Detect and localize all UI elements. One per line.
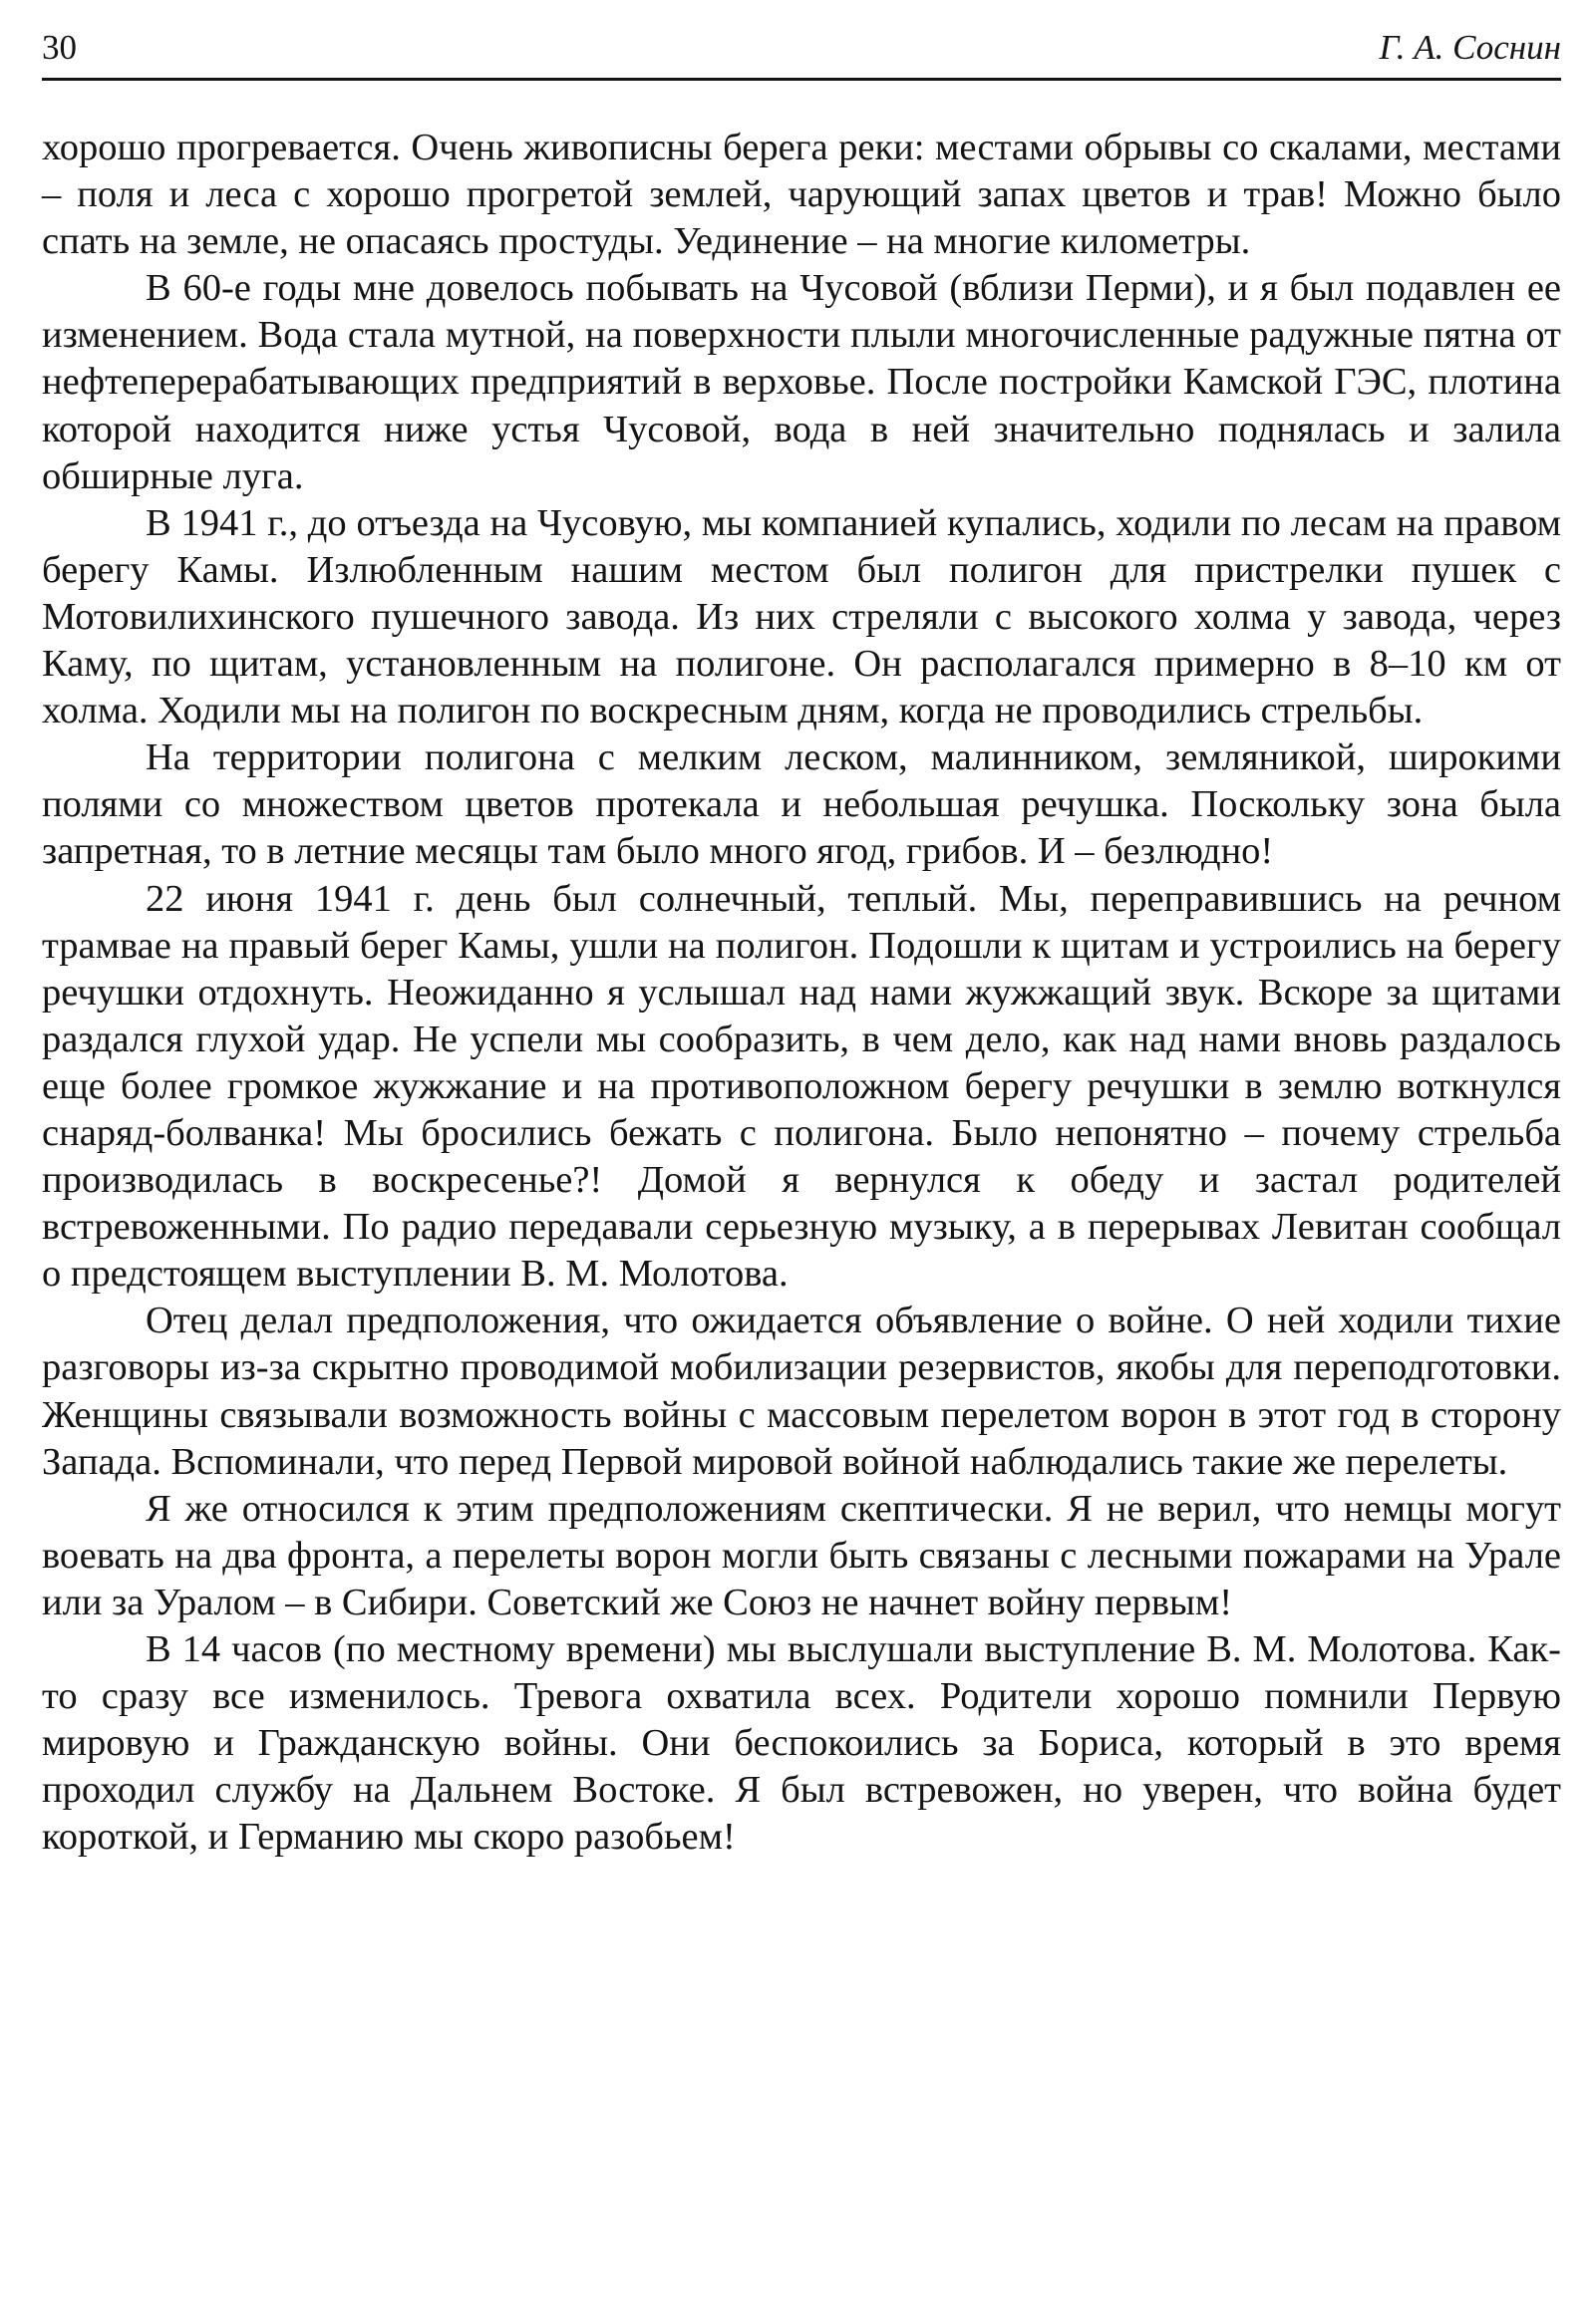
paragraph: Я же относился к этим предположениям скептически. Я не верил, что немцы могут воевать на два фронта, а перелеты ворон могли быть связаны с лесными пожарами на Урале или за Уралом – в Сибири. Советский же Союз не начнет войну первым!	[42, 1487, 1561, 1623]
paragraph: На территории полигона с мелким леском, малинником, земляникой, широкими полями со множеством цветов протекала и небольшая речушка. Поскольку зона была запретная, то в летние месяцы там было много ягод, грибов. И – безлюдно!	[42, 736, 1561, 873]
paragraph-continued: хорошо прогревается. Очень живописны берега реки: местами обрывы со скалами, местами – поля и леса с хорошо прогретой землей, чарующий запах цветов и трав! Можно было спать на земле, не опасаясь простуды. Уединение – на многие километры.	[42, 127, 1561, 263]
page-number: 30	[42, 28, 77, 67]
page-header	[42, 18, 1561, 82]
paragraph: Отец делал предположения, что ожидается объявление о войне. О ней ходили тихие разговоры из-за скрытно проводимой мобилизации резервистов, якобы для переподготовки. Женщины связывали возможность войны с массовым перелетом ворон в этот год в сторону Запада. Вспоминали, что перед Первой мировой войной наблюдались такие же перелеты.	[42, 1300, 1561, 1483]
running-head-author: Г. А. Соснин	[1379, 28, 1561, 67]
paragraph: В 60-е годы мне довелось побывать на Чусовой (вблизи Перми), и я был подавлен ее изменением. Вода стала мутной, на поверхности плыли многочисленные радужные пятна от нефтеперерабатывающих предприятий в верховье. После постройки Камской ГЭС, плотина которой находится ниже устья Чусовой, вода в ней значительно поднялась и залила обширные луга.	[42, 267, 1561, 497]
header-rule	[42, 78, 1561, 81]
body-text	[42, 125, 1561, 1861]
paragraph: В 14 часов (по местному времени) мы выслушали выступление В. М. Молотова. Как-то сразу все изменилось. Тревога охватила всех. Родители хорошо помнили Первую мировую и Гражданскую войны. Они беспокоились за Бориса, который в это время проходил службу на Дальнем Востоке. Я был встревожен, но уверен, что война будет короткой, и Германию мы скоро разобьем!	[42, 1628, 1561, 1859]
paragraph: 22 июня 1941 г. день был солнечный, теплый. Мы, переправившись на речном трамвае на правый берег Камы, ушли на полигон. Подошли к щитам и устроились на берегу речушки отдохнуть. Неожиданно я услышал над нами жужжащий звук. Вскоре за щитами раздался глухой удар. Не успели мы сообразить, в чем дело, как над нами вновь раздалось еще более громкое жужжание и на противоположном берегу речушки в землю воткнулся снаряд-болванка! Мы бросились бежать с полигона. Было непонятно – почему стрельба производилась в воскресенье?! Домой я вернулся к обеду и застал родителей встревоженными. По радио передавали серьезную музыку, а в перерывах Левитан сообщал о предстоящем выступлении В. М. Молотова.	[42, 877, 1561, 1296]
paragraph: В 1941 г., до отъезда на Чусовую, мы компанией купались, ходили по лесам на правом берегу Камы. Излюбленным нашим местом был полигон для пристрелки пушек с Мотовилихинского пушечного завода. Из них стреляли с высокого холма у завода, через Каму, по щитам, установленным на полигоне. Он располагался примерно в 8–10 км от холма. Ходили мы на полигон по воскресным дням, когда не проводились стрельбы.	[42, 501, 1561, 732]
